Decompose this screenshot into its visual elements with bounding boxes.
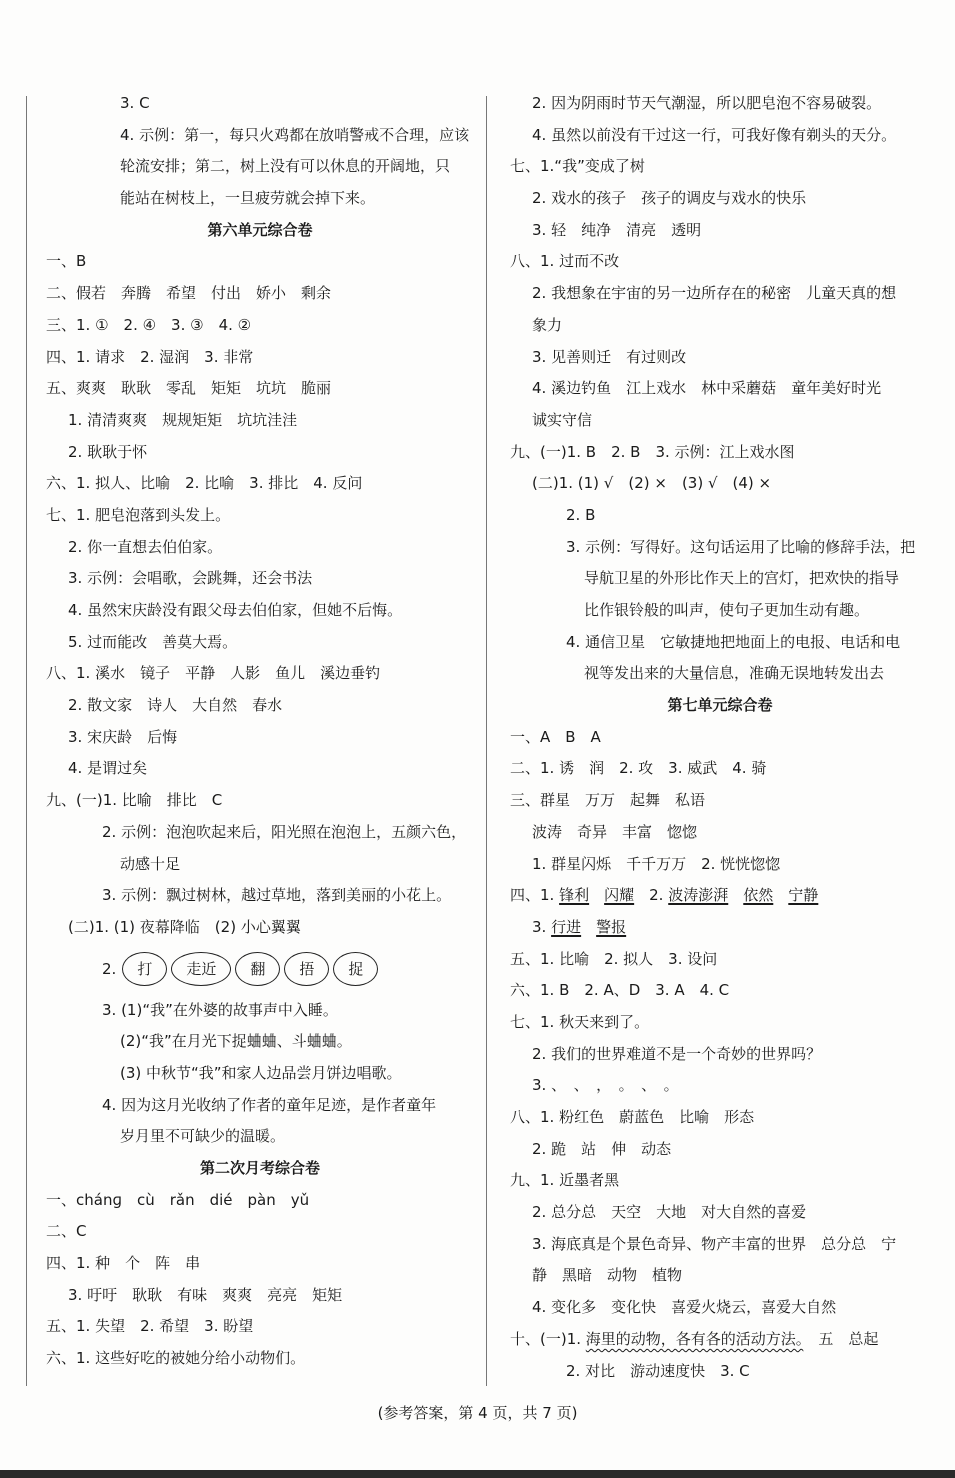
answer-line: 九、1. 近墨者黑 [510,1171,620,1190]
answer-line: 波涛 奇异 丰富 惚惚 [532,822,698,841]
answer-text [728,886,743,904]
answer-line: 3. 示例：写得好。这句话运用了比喻的修辞手法，把 [566,537,916,556]
answer-line: 六、1. 拟人、比喻 2. 比喻 3. 排比 4. 反问 [46,474,363,493]
right-column [510,88,930,1387]
section-title: 第二次月考综合卷 [199,1159,320,1177]
answer-line: 4. 变化多 变化快 喜爱火烧云，喜爱大自然 [532,1298,837,1317]
answer-line: 2. 对比 游动速度快 3. C [566,1361,750,1380]
answer-line: 静 黑暗 动物 植物 [532,1266,683,1285]
answer-line: 七、1. 肥皂泡落到头发上。 [46,505,231,524]
answer-line: 岁月里不可缺少的温暖。 [120,1127,286,1146]
underlined-answer: 波涛澎湃 [668,886,729,905]
answer-line: 2. 我们的世界难道不是一个奇妙的世界吗？ [532,1044,822,1063]
bottom-edge [0,1470,955,1478]
answer-line: 六、1. 这些好吃的被她分给小动物们。 [46,1349,306,1368]
section-title: 第六单元综合卷 [207,220,313,239]
answer-line: 三、群星 万万 起舞 私语 [510,791,706,810]
answer-line: 五、1. 失望 2. 希望 3. 盼望 [46,1317,254,1336]
wavy-underlined-answer: 海里的动物，各有各的活动方法。 [585,1329,804,1348]
answer-text [589,886,604,904]
answer-prefix: 2. [102,959,117,978]
answer-line: 3. 示例：飘过树林，越过草地，落到美丽的小花上。 [102,886,452,905]
answer-line: 二、假若 奔腾 希望 付出 娇小 剩余 [46,284,332,303]
answer-line [46,944,474,995]
answer-line: 二、C [46,1222,87,1241]
answer-prefix: 十、(一)1. [510,1329,586,1348]
answer-text: 2. [634,886,669,905]
answer-prefix: 四、1. [510,886,560,905]
answer-line: 三、1. ① 2. ④ 3. ③ 4. ② [46,315,252,334]
answer-line: 四、1. 种 个 阵 串 [46,1254,201,1273]
answer-line: (3) 中秋节“我”和家人边品尝月饼边唱歌。 [120,1063,402,1082]
circled-word: 捂 [284,952,329,986]
answer-line [510,880,930,912]
answer-line: 2. 总分总 天空 大地 对大自然的喜爱 [532,1203,807,1222]
answer-line: 3. 、 、 ， 。 、 。 [532,1076,679,1095]
answer-line: 九、(一)1. 比喻 排比 C [46,791,223,810]
answer-line: 导航卫星的外形比作天上的宫灯，把欢快的指导 [584,569,900,588]
answer-line: 3. 海底真是个景色奇异、物产丰富的世界 总分总 宁 [532,1234,897,1253]
answer-line [510,1324,930,1356]
left-margin-line [26,96,27,1386]
answer-line: 2. 耿耿于怀 [68,442,148,461]
answer-line: 能站在树枝上，一旦疲劳就会掉下来。 [120,189,376,208]
answer-line: 一、chánɡ cù rǎn dié pàn yǔ [46,1190,310,1209]
underlined-answer: 闪耀 [604,886,635,905]
underlined-answer: 警报 [596,917,627,936]
answer-line: 5. 过而能改 善莫大焉。 [68,632,238,651]
answer-line: 二、1. 诱 润 2. 攻 3. 威武 4. 骑 [510,759,767,778]
answer-line: 4. 溪边钓鱼 江上戏水 林中采蘑菇 童年美好时光 [532,379,882,398]
page-footer: (参考答案，第 4 页，共 7 页) [377,1404,578,1422]
answer-line: 2. 你一直想去伯伯家。 [68,537,223,556]
answer-line: 3. 轻 纯净 清亮 透明 [532,220,702,239]
answer-line: 七、1.“我”变成了树 [510,157,645,176]
answer-line: 八、1. 过而不改 [510,252,620,271]
answer-line: 象力 [532,315,563,334]
answer-line: 1. 群星闪烁 千千万万 2. 恍恍惚惚 [532,854,781,873]
answer-line: 3. C [120,94,150,112]
answer-line: 八、1. 溪水 镜子 平静 人影 鱼儿 溪边垂钓 [46,664,381,683]
answer-line: 诚实守信 [532,410,593,429]
answer-line: 八、1. 粉红色 蔚蓝色 比喻 形态 [510,1108,755,1126]
answer-line: 2. 戏水的孩子 孩子的调皮与戏水的快乐 [532,189,807,208]
answer-line: 3. 见善则迁 有过则改 [532,347,687,366]
answer-line: (二)1. (1) 夜幕降临 (2) 小心翼翼 [68,917,301,936]
answer-line: 九、(一)1. B 2. B 3. 示例：江上戏水图 [510,442,795,461]
answer-line: 4. 虽然以前没有干过这一行，可我好像有剃头的天分。 [532,125,897,144]
answer-line: 4. 通信卫星 它敏捷地把地面上的电报、电话和电 [566,632,901,651]
answer-line: 3. 宋庆龄 后悔 [68,727,178,746]
answer-line: 一、B [46,252,87,271]
answer-line [510,912,930,944]
answer-line: 2. 示例：泡泡吹起来后，阳光照在泡泡上，五颜六色， [102,822,467,841]
answer-line: 1. 清清爽爽 规规矩矩 坑坑洼洼 [68,410,298,429]
circled-word: 捉 [333,952,378,986]
answer-text [773,886,788,904]
underlined-answer: 宁静 [788,886,819,905]
underlined-answer: 依然 [743,886,774,905]
answer-line: 4. 示例：第一，每只火鸡都在放哨警戒不合理，应该 [120,125,470,144]
answer-text [581,918,596,936]
answer-text: 五 总起 [803,1329,879,1348]
circled-word: 走近 [171,952,231,986]
answer-line: 一、A B A [510,727,601,746]
answer-line: 4. 因为这月光收纳了作者的童年足迹，是作者童年 [102,1095,437,1114]
answer-line: 2. B [566,505,596,524]
answer-line: 六、1. B 2. A、D 3. A 4. C [510,981,730,1000]
answer-line: 视等发出来的大量信息，准确无误地转发出去 [584,664,885,683]
underlined-answer: 行进 [551,917,582,936]
answer-line: 轮流安排；第二，树上没有可以休息的开阔地，只 [120,157,451,176]
answer-prefix: 3. [532,917,552,936]
answer-line: 3. 示例：会唱歌，会跳舞，还会书法 [68,569,313,588]
circled-word: 翻 [235,952,280,986]
section-title: 第七单元综合卷 [667,696,773,715]
left-column [46,88,474,1375]
answer-line: 四、1. 请求 2. 湿润 3. 非常 [46,347,254,366]
answer-line: 2. 因为阴雨时节天气潮湿，所以肥皂泡不容易破裂。 [532,94,882,112]
answer-line: 3. 吁吁 耿耿 有味 爽爽 亮亮 矩矩 [68,1285,343,1304]
answer-line: 动感十足 [120,854,181,873]
answer-line: 2. 跪 站 伸 动态 [532,1139,672,1158]
answer-line: (2)“我”在月光下捉蛐蛐、斗蛐蛐。 [120,1032,352,1051]
answer-line: (二)1. (1) √ (2) × (3) √ (4) × [532,474,772,493]
circled-word: 打 [122,952,167,986]
column-divider [486,96,487,1386]
answer-line: 五、1. 比喻 2. 拟人 3. 设问 [510,949,718,968]
answer-line: 2. 我想象在宇宙的另一边所存在的秘密 儿童天真的想 [532,284,897,303]
answer-line: 比作银铃般的叫声，使句子更加生动有趣。 [584,601,870,619]
answer-line: 4. 虽然宋庆龄没有跟父母去伯伯家，但她不后悔。 [68,601,403,619]
answer-line: 五、爽爽 耿耿 零乱 矩矩 坑坑 脆丽 [46,379,332,398]
answer-line: 2. 散文家 诗人 大自然 春水 [68,696,283,715]
answer-line: 4. 是谓过矣 [68,759,148,778]
answer-line: 3. (1)“我”在外婆的故事声中入睡。 [102,1000,338,1019]
answer-line: 七、1. 秋天来到了。 [510,1012,650,1031]
underlined-answer: 锋利 [559,886,590,905]
